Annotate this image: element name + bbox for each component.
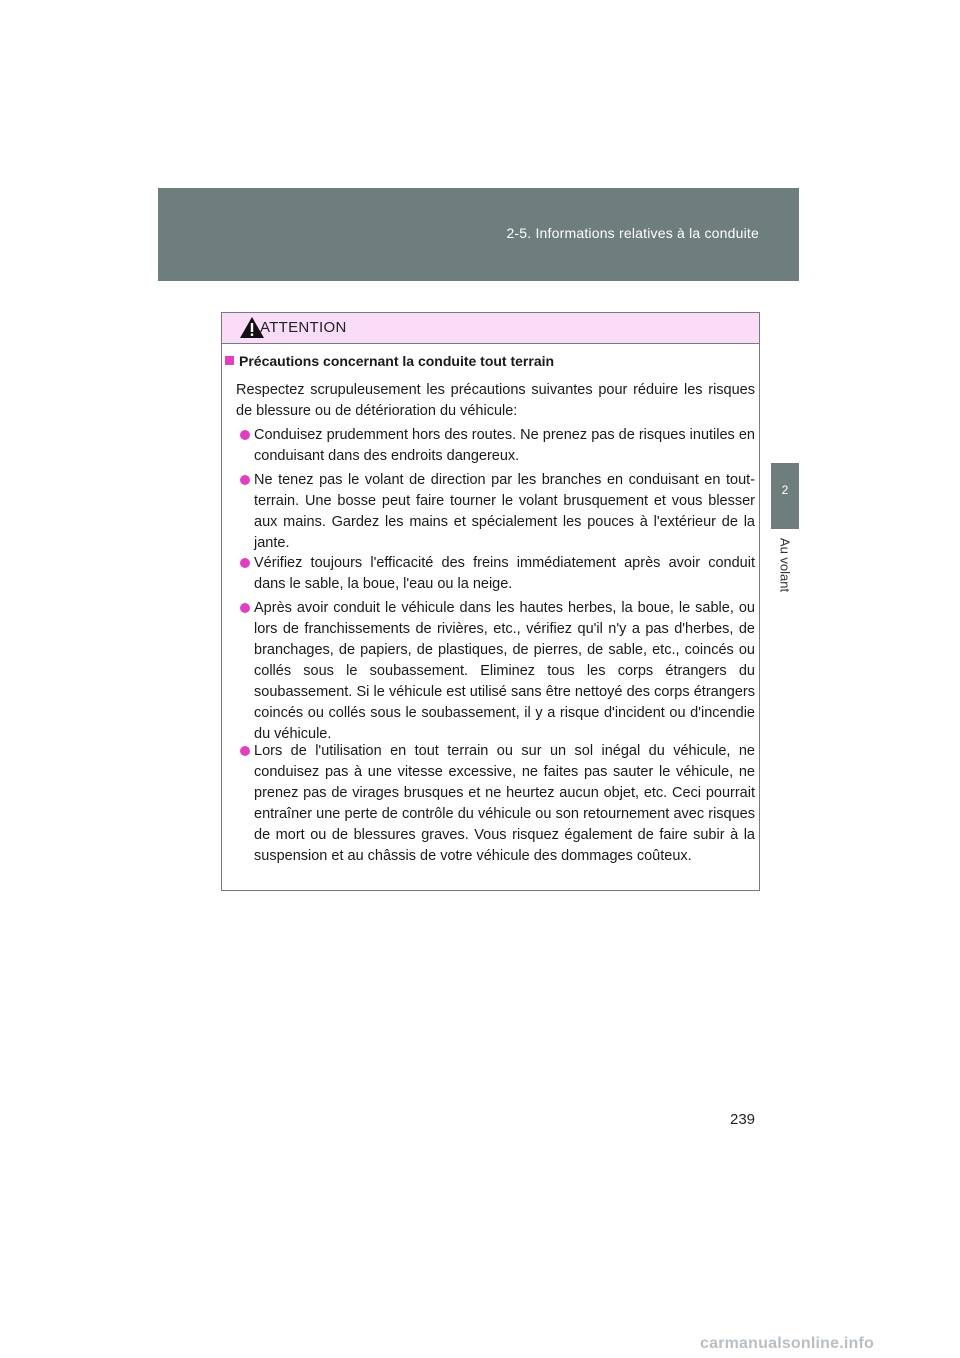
- warning-item: Lors de l'utilisation en tout terrain ou sur un sol inégal du véhicule, ne conduisez pas à une vitesse excessive, ne faites pas sauter le véhicule, ne prenez pas de virages brusques et ne heurtez aucun objet, etc. Ceci pourrait entraîner une perte de contrôle du véhicule ou son retournement avec risques de mort ou de blessures graves. Vous risquez également de faire subir à la suspension et au châssis de votre véhicule des dommages coûteux.: [240, 741, 755, 867]
- chapter-label: Au volant: [777, 537, 793, 593]
- warning-header: [222, 313, 759, 344]
- page-number: 239: [730, 1111, 756, 1128]
- section-header-band: [158, 188, 799, 281]
- warning-section-title: Précautions concernant la conduite tout terrain: [239, 353, 555, 369]
- square-bullet-icon: [225, 356, 234, 365]
- round-bullet-icon: [240, 430, 250, 440]
- chapter-tab: [771, 463, 799, 529]
- warning-box: [221, 312, 760, 891]
- round-bullet-icon: [240, 475, 250, 485]
- warning-intro: Respectez scrupuleusement les précautions suivantes pour réduire les risques de blessure ou de détérioration du véhicule:: [236, 382, 755, 419]
- warning-title: ATTENTION: [260, 319, 347, 336]
- warning-section-heading: [225, 353, 554, 369]
- warning-item: Vérifiez toujours l'efficacité des freins immédiatement après avoir conduit dans le sable, la boue, l'eau ou la neige.: [240, 553, 755, 595]
- warning-item: Après avoir conduit le véhicule dans les hautes herbes, la boue, le sable, ou lors de franchissements de rivières, etc., vérifiez qu'il n'y a pas d'herbes, de branchages, de papiers, de plastiques, de pierres, de sable, etc., coincés ou collés sous le soubassement. Eliminez tous les corps étrangers du soubassement. Si le véhicule est utilisé sans être nettoyé des corps étrangers coincés ou collés sous le soubassement, il y a risque d'incident ou d'incendie du véhicule.: [240, 598, 755, 745]
- chapter-number: 2: [781, 483, 789, 497]
- watermark: carmanualsonline.info: [700, 1335, 875, 1352]
- warning-item: Conduisez prudemment hors des routes. Ne prenez pas de risques inutiles en conduisant dans des endroits dangereux.: [240, 425, 755, 467]
- section-title: 2-5. Informations relatives à la conduite: [506, 225, 759, 241]
- warning-item: Ne tenez pas le volant de direction par les branches en conduisant en tout-terrain. Une bosse peut faire tourner le volant brusquement et vous blesser aux mains. Gardez les mains et spécialement les pouces à l'extérieur de la jante.: [240, 470, 755, 554]
- round-bullet-icon: [240, 746, 250, 756]
- round-bullet-icon: [240, 558, 250, 568]
- round-bullet-icon: [240, 603, 250, 613]
